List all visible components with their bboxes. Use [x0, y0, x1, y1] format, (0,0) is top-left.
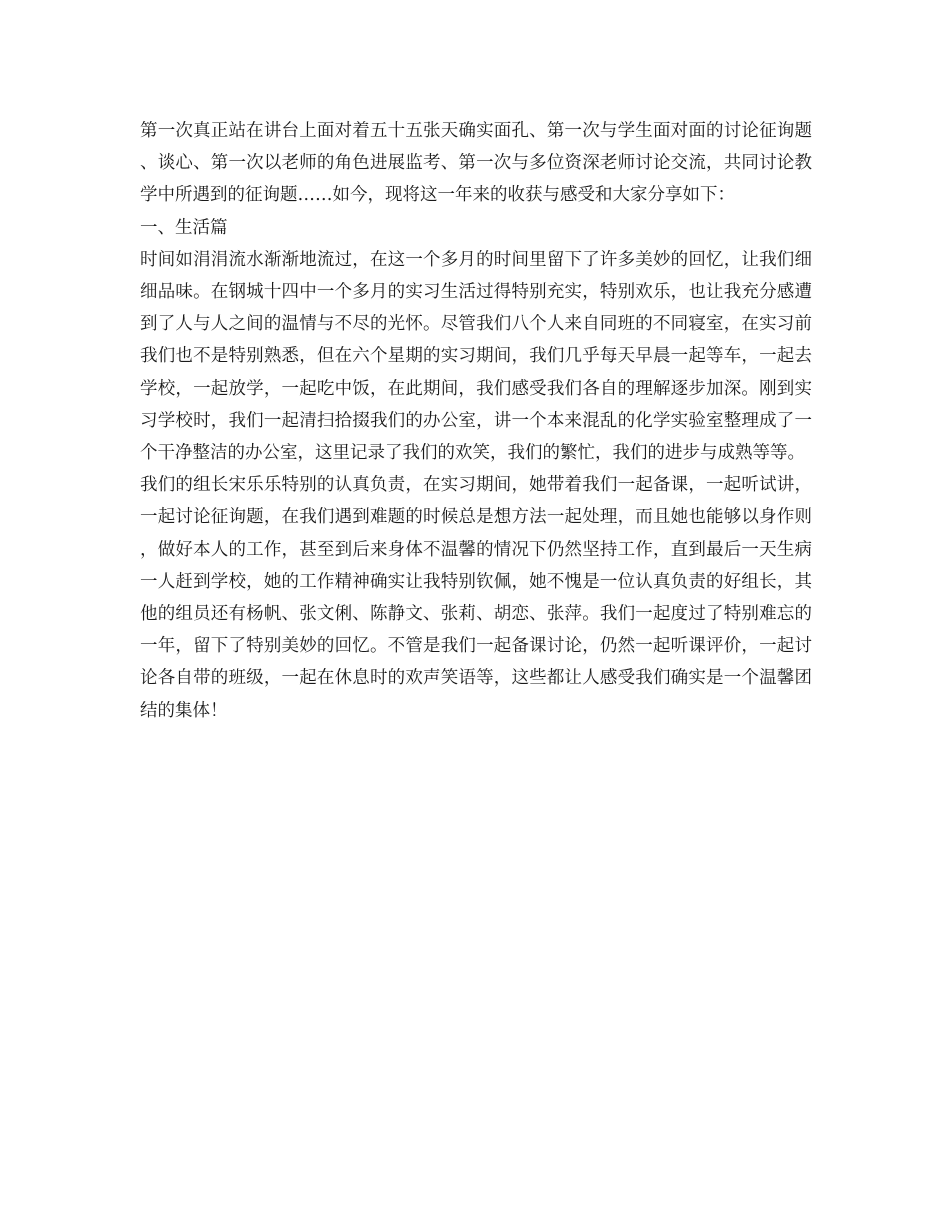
section-heading: 一、生活篇 — [140, 217, 228, 238]
life-paragraph: 时间如涓涓流水渐渐地流过，在这一个多月的时间里留下了许多美妙的回忆，让我们细细品味。在钢城十四中一个多月的实习生活过得特别充实，特别欢乐，也让我充分感遭到了人与人之间的温情与不尽的光怀。尽管我们八个人来自同班的不同寝室，在实习前我们也不是特别熟悉，但在六个星期的实习期间，我们几乎每天早晨一起等车，一起去学校，一起放学，一起吃中饭，在此期间，我们感受我们各自的理解逐步加深。刚到实习学校时，我们一起清扫拾掇我们的办公室，讲一个本来混乱的化学实验室整理成了一个干净整洁的办公室，这里记录了我们的欢笑，我们的繁忙，我们的进步与成熟等等。 — [140, 249, 812, 464]
intro-paragraph: 第一次真正站在讲台上面对着五十五张天确实面孔、第一次与学生面对面的讨论征询题、谈心、第一次以老师的角色进展监考、第一次与多位资深老师讨论交流，共同讨论教学中所遇到的征询题……如今，现将这一年来的收获与感受和大家分享如下： — [140, 121, 812, 206]
team-paragraph: 我们的组长宋乐乐特别的认真负责，在实习期间，她带着我们一起备课，一起听试讲，一起讨论征询题，在我们遇到难题的时候总是想方法一起处理，而且她也能够以身作则，做好本人的工作，甚至到后来身体不温馨的情况下仍然坚持工作，直到最后一天生病一人赶到学校，她的工作精神确实让我特别钦佩，她不愧是一位认真负责的好组长，其他的组员还有杨帆、张文俐、陈静文、张莉、胡恋、张萍。我们一起度过了特别难忘的一年，留下了特别美妙的回忆。不管是我们一起备课讨论，仍然一起听课评价，一起讨论各自带的班级，一起在休息时的欢声笑语等，这些都让人感受我们确实是一个温馨团结的集体！ — [140, 475, 812, 721]
document-body — [140, 115, 812, 727]
